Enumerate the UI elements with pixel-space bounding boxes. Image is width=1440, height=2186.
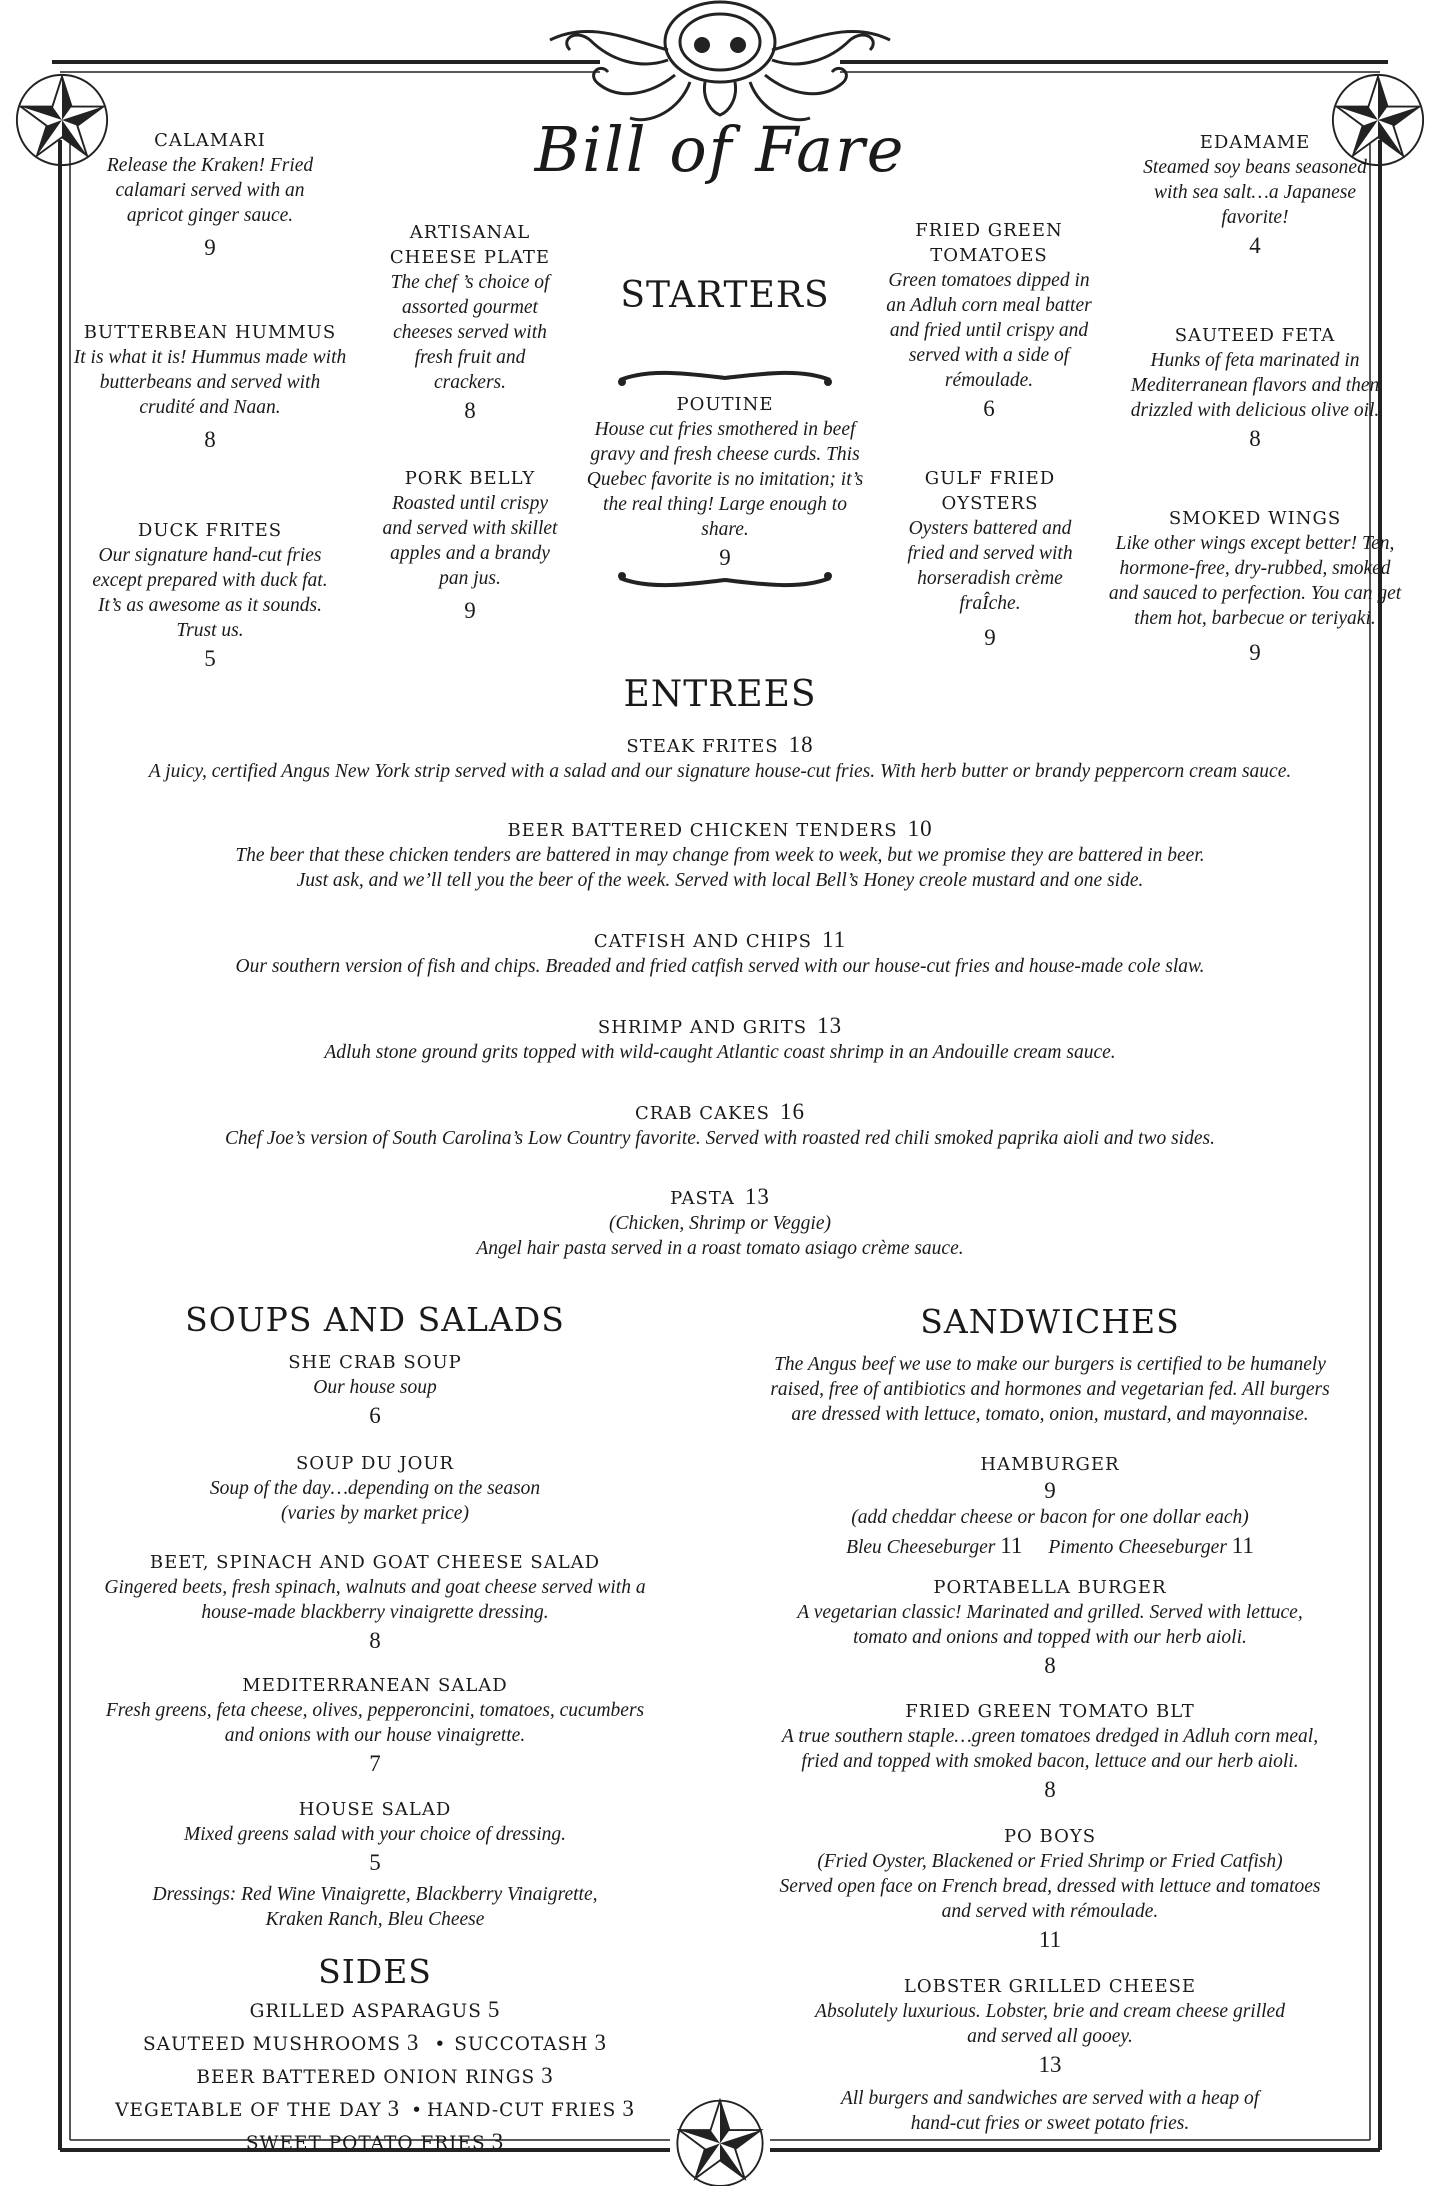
side-price: 3 bbox=[594, 2030, 607, 2055]
footer-text: hand-cut fries or sweet potato fries. bbox=[910, 2113, 1190, 2134]
menu-item bbox=[1130, 323, 1380, 455]
side-price: 3 bbox=[541, 2063, 554, 2088]
item-price: 11 bbox=[821, 927, 847, 952]
item-price: 8 bbox=[204, 427, 216, 452]
item-price: 9 bbox=[1249, 640, 1261, 665]
item-description: Our signature hand-cut fries except prepared with duck fat. It’s as awesome as it sounds. Trust us. bbox=[92, 545, 328, 641]
item-name: EDAMAME bbox=[1199, 132, 1311, 153]
side-row bbox=[75, 1994, 675, 2027]
item-name: PASTA bbox=[670, 1188, 735, 1209]
side-name: VEGETABLE OF THE DAY bbox=[115, 2100, 382, 2121]
item-price: 5 bbox=[204, 646, 216, 671]
item-price: 9 bbox=[204, 235, 216, 260]
entree-item bbox=[90, 816, 1350, 893]
side-row bbox=[75, 2126, 675, 2159]
starters-heading: STARTERS bbox=[620, 275, 830, 316]
item-description: Oysters battered and fried and served with horseradish crème fraÎche. bbox=[907, 518, 1073, 614]
sides-heading: SIDES bbox=[318, 1952, 432, 1991]
item-name: PO BOYS bbox=[1003, 1826, 1097, 1847]
item-price: 8 bbox=[1044, 1777, 1056, 1802]
menu-item bbox=[895, 466, 1085, 654]
sandwiches-footer bbox=[750, 2086, 1350, 2136]
separator: • bbox=[411, 2100, 423, 2121]
item-price: 8 bbox=[369, 1628, 381, 1653]
item-description: Chef Joe’s version of South Carolina’s Low Country favorite. Served with roasted red chili smoked paprika aioli and two sides. bbox=[225, 1128, 1215, 1149]
item-description: Like other wings except better! Ten, hormone-free, dry-rubbed, smoked and sauced to perfection. You can get them hot, barbecue or teriyaki. bbox=[1108, 533, 1402, 629]
menu-item bbox=[585, 392, 865, 574]
item-price: 8 bbox=[1249, 426, 1261, 451]
item-description: A juicy, certified Angus New York strip served with a salad and our signature house-cut fries. With herb butter or brandy peppercorn cream sauce. bbox=[148, 761, 1292, 782]
menu-item bbox=[85, 518, 335, 675]
item-price: 4 bbox=[1249, 233, 1261, 258]
item-name: DUCK FRITES bbox=[137, 520, 283, 541]
item-description: (Chicken, Shrimp or Veggie) bbox=[608, 1213, 832, 1234]
side-price: 3 bbox=[491, 2129, 505, 2154]
item-price: 6 bbox=[369, 1403, 381, 1428]
entree-item bbox=[90, 1184, 1350, 1261]
item-price: 6 bbox=[983, 396, 995, 421]
entree-item bbox=[90, 1013, 1350, 1065]
item-price: 11 bbox=[1038, 1927, 1062, 1952]
item-description: It is what it is! Hummus made with butterbeans and served with crudité and Naan. bbox=[73, 347, 347, 418]
menu-item bbox=[75, 1673, 675, 1780]
item-name: SMOKED WINGS bbox=[1168, 508, 1342, 529]
item-description: and served with rémoulade. bbox=[941, 1901, 1159, 1922]
soups-heading: SOUPS AND SALADS bbox=[185, 1300, 565, 1339]
side-name: GRILLED ASPARAGUS bbox=[249, 2001, 482, 2022]
item-price: 16 bbox=[779, 1099, 805, 1124]
item-description: Angel hair pasta served in a roast tomato asiago crème sauce. bbox=[476, 1238, 964, 1259]
menu-item bbox=[75, 1451, 675, 1526]
item-price: 7 bbox=[369, 1751, 381, 1776]
menu-item bbox=[750, 1452, 1350, 1562]
dressings-text: Dressings: Red Wine Vinaigrette, Blackberry Vinaigrette, bbox=[152, 1884, 598, 1905]
intro-text: The Angus beef we use to make our burgers is certified to be humanely bbox=[774, 1354, 1326, 1375]
menu-item bbox=[90, 128, 330, 264]
item-description: (varies by market price) bbox=[281, 1503, 469, 1524]
item-description: Soup of the day…depending on the season bbox=[209, 1478, 541, 1499]
item-name: HAMBURGER bbox=[980, 1454, 1120, 1475]
item-description: Our house soup bbox=[313, 1377, 437, 1398]
item-price: 18 bbox=[788, 732, 814, 757]
menu-item bbox=[1125, 130, 1385, 262]
item-description: Our southern version of fish and chips. Breaded and fried catfish served with our house-cut fries and house-made cole slaw. bbox=[235, 956, 1205, 977]
dressings-note bbox=[75, 1882, 675, 1932]
flourish-ornament bbox=[610, 366, 840, 390]
side-row bbox=[75, 2027, 675, 2060]
item-price: 9 bbox=[719, 545, 731, 570]
variant-name: Bleu Cheeseburger bbox=[846, 1537, 996, 1558]
item-description: fried and topped with smoked bacon, lettuce and our herb aioli. bbox=[801, 1751, 1299, 1772]
item-name: CATFISH AND CHIPS bbox=[593, 931, 812, 952]
item-price: 9 bbox=[464, 598, 476, 623]
menu-item bbox=[750, 1699, 1350, 1806]
item-name: GULF FRIED OYSTERS bbox=[924, 468, 1056, 514]
item-description: The chef ’s choice of assorted gourmet cheeses served with fresh fruit and crackers. bbox=[390, 272, 550, 393]
item-name: SAUTEED FETA bbox=[1174, 325, 1336, 346]
item-description: Steamed soy beans seasoned with sea salt…a Japanese favorite! bbox=[1143, 157, 1367, 228]
item-description: Roasted until crispy and served with skillet apples and a brandy pan jus. bbox=[382, 493, 558, 589]
item-price: 9 bbox=[1044, 1478, 1056, 1503]
menu-item bbox=[750, 1974, 1350, 2081]
item-name: BUTTERBEAN HUMMUS bbox=[83, 322, 337, 343]
variant-price: 11 bbox=[1000, 1533, 1023, 1558]
item-description: and served all gooey. bbox=[967, 2026, 1133, 2047]
item-description: A true southern staple…green tomatoes dredged in Adluh corn meal, bbox=[781, 1726, 1319, 1747]
menu-title: Bill of Fare bbox=[534, 113, 906, 186]
sides-list bbox=[75, 1994, 675, 2159]
menu-item bbox=[380, 220, 560, 427]
item-description: Served open face on French bread, dressed with lettuce and tomatoes bbox=[779, 1876, 1321, 1897]
item-price: 5 bbox=[369, 1850, 381, 1875]
side-row bbox=[75, 2093, 675, 2126]
item-name: POUTINE bbox=[676, 394, 774, 415]
side-price: 3 bbox=[406, 2030, 420, 2055]
side-name: HAND-CUT FRIES bbox=[426, 2100, 617, 2121]
sandwiches-intro bbox=[750, 1352, 1350, 1427]
item-price: 10 bbox=[907, 816, 933, 841]
item-description: Absolutely luxurious. Lobster, brie and cream cheese grilled bbox=[815, 2001, 1285, 2022]
footer-text: All burgers and sandwiches are served with a heap of bbox=[840, 2088, 1260, 2109]
variant-name: Pimento Cheeseburger bbox=[1048, 1537, 1227, 1558]
item-name: PORTABELLA BURGER bbox=[933, 1577, 1167, 1598]
item-description: Just ask, and we’ll tell you the beer of the week. Served with local Bell’s Honey creole mustard and one side. bbox=[296, 870, 1144, 891]
item-price: 9 bbox=[984, 625, 996, 650]
side-price: 3 bbox=[387, 2096, 401, 2121]
item-name: PORK BELLY bbox=[404, 468, 536, 489]
item-name: BEET, SPINACH AND GOAT CHEESE SALAD bbox=[149, 1552, 601, 1573]
item-name: FRIED GREEN TOMATO BLT bbox=[905, 1701, 1195, 1722]
item-description: The beer that these chicken tenders are battered in may change from week to week, but we promise they are battered in beer. bbox=[235, 845, 1205, 866]
item-description: Fresh greens, feta cheese, olives, pepperoncini, tomatoes, cucumbers bbox=[105, 1700, 645, 1721]
item-price: 13 bbox=[744, 1184, 770, 1209]
menu-item bbox=[70, 320, 350, 456]
item-name: SHRIMP AND GRITS bbox=[597, 1017, 808, 1038]
item-description: House cut fries smothered in beef gravy and fresh cheese curds. This Quebec favorite is no imitation; it’s the real thing! Large enough to share. bbox=[586, 419, 864, 540]
item-description: (Fried Oyster, Blackened or Fried Shrimp or Fried Catfish) bbox=[817, 1851, 1283, 1872]
item-name: CRAB CAKES bbox=[635, 1103, 770, 1124]
menu-item bbox=[750, 1824, 1350, 1956]
side-name: BEER BATTERED ONION RINGS bbox=[196, 2067, 536, 2088]
dressings-text: Kraken Ranch, Bleu Cheese bbox=[265, 1909, 485, 1930]
item-price: 13 bbox=[1038, 2052, 1062, 2077]
item-name: CALAMARI bbox=[154, 130, 266, 151]
menu-item bbox=[375, 466, 565, 627]
side-name: SAUTEED MUSHROOMS bbox=[143, 2034, 401, 2055]
entrees-heading: ENTREES bbox=[623, 674, 817, 715]
item-description: Adluh stone ground grits topped with wild-caught Atlantic coast shrimp in an Andouille cream sauce. bbox=[324, 1042, 1116, 1063]
menu-item bbox=[750, 1575, 1350, 1682]
intro-text: are dressed with lettuce, tomato, onion, mustard, and mayonnaise. bbox=[791, 1404, 1309, 1425]
sandwiches-heading: SANDWICHES bbox=[920, 1302, 1180, 1341]
side-row bbox=[75, 2060, 675, 2093]
item-description: Gingered beets, fresh spinach, walnuts and goat cheese served with a bbox=[104, 1577, 646, 1598]
entree-item bbox=[90, 1099, 1350, 1151]
item-name: STEAK FRITES bbox=[626, 736, 779, 757]
item-name: BEER BATTERED CHICKEN TENDERS bbox=[507, 820, 898, 841]
item-description: tomato and onions and topped with our herb aioli. bbox=[853, 1627, 1247, 1648]
entree-item bbox=[90, 732, 1350, 784]
side-name: SWEET POTATO FRIES bbox=[245, 2133, 486, 2154]
menu-item bbox=[75, 1350, 675, 1432]
menu-item bbox=[878, 218, 1100, 425]
intro-text: raised, free of antibiotics and hormones and vegetarian fed. All burgers bbox=[770, 1379, 1330, 1400]
variant-price: 11 bbox=[1231, 1533, 1254, 1558]
item-name: ARTISANAL CHEESE PLATE bbox=[389, 222, 551, 268]
item-description: and onions with our house vinaigrette. bbox=[224, 1725, 526, 1746]
item-name: LOBSTER GRILLED CHEESE bbox=[903, 1976, 1197, 1997]
item-name: SHE CRAB SOUP bbox=[288, 1352, 462, 1373]
item-name: FRIED GREEN TOMATOES bbox=[915, 220, 1063, 266]
side-price: 5 bbox=[487, 1997, 501, 2022]
item-name: HOUSE SALAD bbox=[298, 1799, 452, 1820]
item-description: Green tomatoes dipped in an Adluh corn meal batter and fried until crispy and served with a side of rémoulade. bbox=[886, 270, 1092, 391]
item-description: Hunks of feta marinated in Mediterranean flavors and then drizzled with delicious olive oil. bbox=[1130, 350, 1380, 421]
menu-item bbox=[75, 1550, 675, 1657]
item-name: MEDITERRANEAN SALAD bbox=[242, 1675, 508, 1696]
item-name: SOUP DU JOUR bbox=[295, 1453, 455, 1474]
item-price: 13 bbox=[817, 1013, 843, 1038]
item-description: Mixed greens salad with your choice of dressing. bbox=[184, 1824, 566, 1845]
side-price: 3 bbox=[622, 2096, 635, 2121]
item-description: house-made blackberry vinaigrette dressing. bbox=[201, 1602, 549, 1623]
item-description: Release the Kraken! Fried calamari served with an apricot ginger sauce. bbox=[106, 155, 314, 226]
item-price: 8 bbox=[1044, 1653, 1056, 1678]
item-description: (add cheddar cheese or bacon for one dollar each) bbox=[851, 1507, 1249, 1528]
menu-item bbox=[75, 1797, 675, 1879]
side-name: SUCCOTASH bbox=[454, 2034, 589, 2055]
menu-item bbox=[1105, 506, 1405, 669]
entree-item bbox=[90, 927, 1350, 979]
item-price: 8 bbox=[464, 398, 476, 423]
item-description: A vegetarian classic! Marinated and grilled. Served with lettuce, bbox=[797, 1602, 1303, 1623]
separator: • bbox=[434, 2034, 447, 2055]
